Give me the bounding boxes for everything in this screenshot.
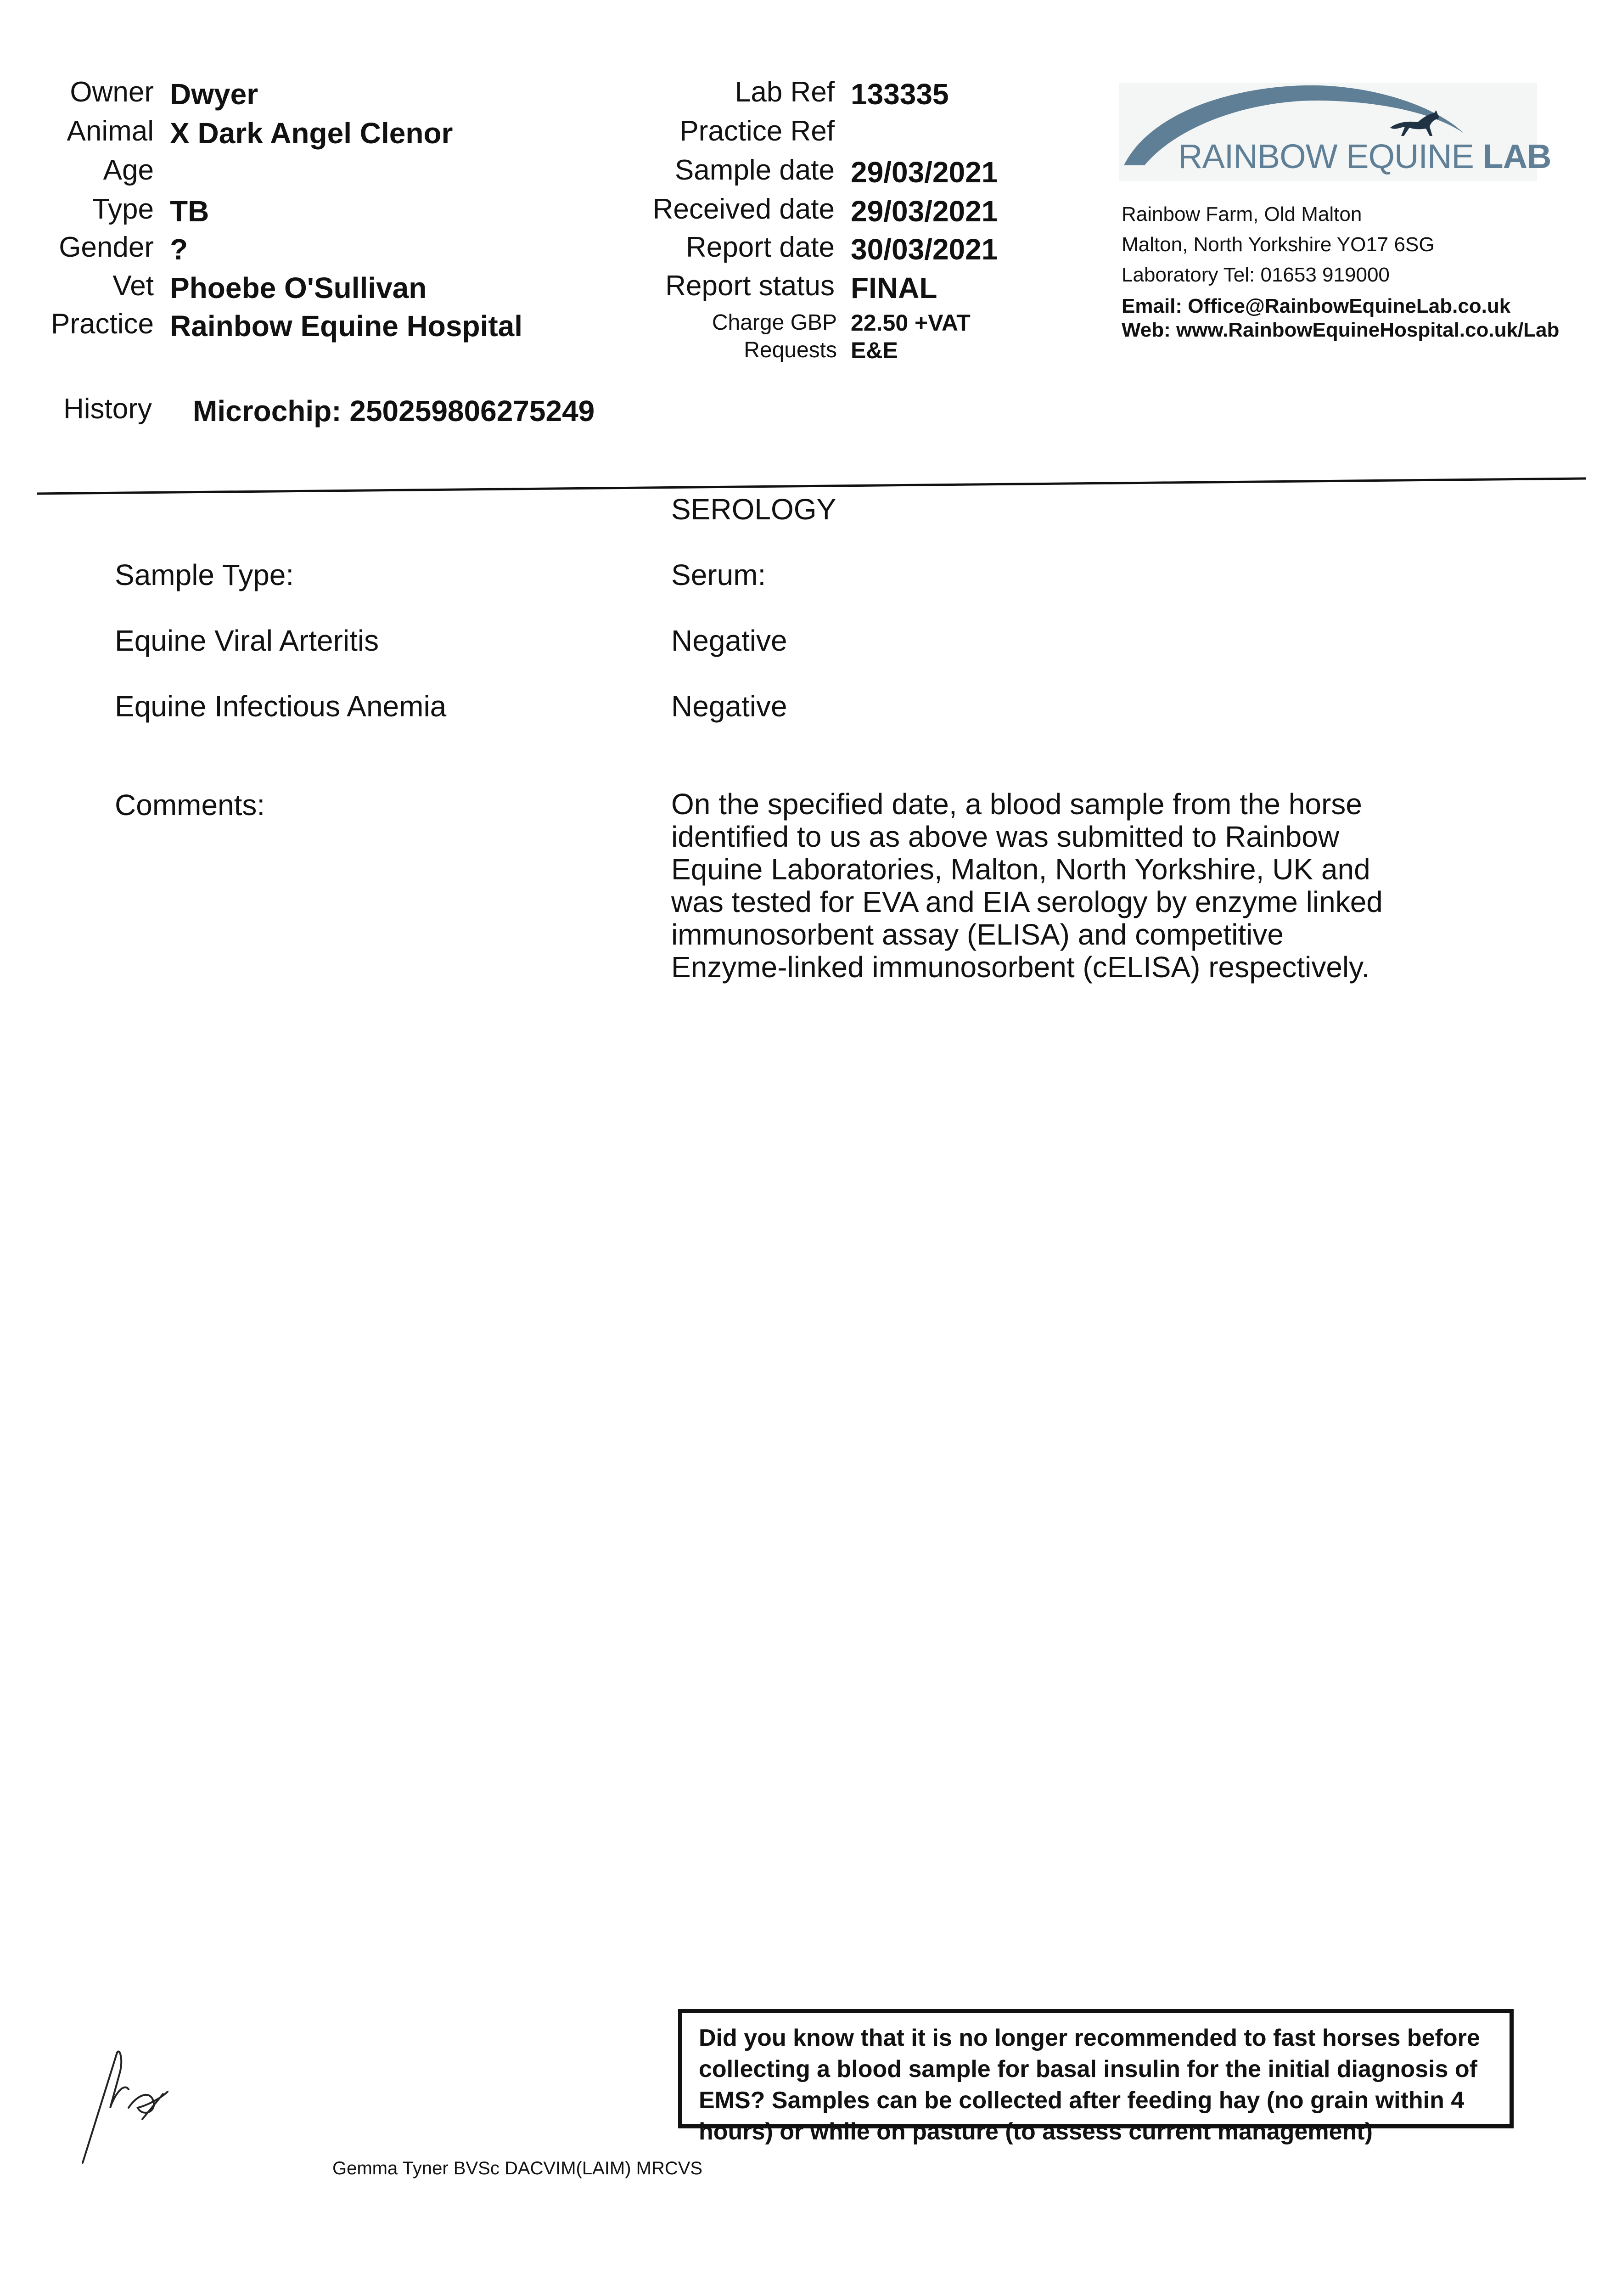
lab-email-link[interactable]: Email: Office@RainbowEquineLab.co.uk [1122, 295, 1511, 317]
rainbow-equine-lab-logo [1119, 83, 1551, 181]
sample-date-value: 29/03/2021 [851, 156, 998, 189]
comments-label: Comments: [115, 788, 265, 822]
comments-line: identified to us as above was submitted to Rainbow [671, 820, 1340, 853]
comments-line: immunosorbent assay (ELISA) and competitive [671, 918, 1284, 951]
result-label-eia: Equine Infectious Anemia [115, 690, 447, 723]
result-value-sample-type: Serum: [671, 558, 766, 591]
report-status-label: Report status [665, 270, 835, 302]
practice-value: Rainbow Equine Hospital [170, 310, 523, 343]
result-label-eva: Equine Viral Arteritis [115, 624, 379, 657]
report-status-value: FINAL [851, 271, 937, 304]
charge-label: Charge GBP [712, 310, 837, 335]
practice-label: Practice [51, 308, 154, 340]
age-label: Age [103, 154, 154, 186]
comments-line: was tested for EVA and EIA serology by enzyme linked [671, 885, 1383, 918]
sample-date-label: Sample date [674, 154, 835, 186]
lab-ref-value: 133335 [851, 78, 949, 111]
vet-label: Vet [112, 270, 154, 302]
vet-value: Phoebe O'Sullivan [170, 271, 427, 304]
practice-ref-label: Practice Ref [679, 115, 835, 147]
lab-address-line2: Malton, North Yorkshire YO17 6SG [1122, 233, 1435, 256]
logo-text-main: RAINBOW EQUINE [1178, 137, 1483, 175]
lab-website-link[interactable]: Web: www.RainbowEquineHospital.co.uk/Lab [1122, 319, 1560, 341]
gender-label: Gender [59, 231, 154, 263]
charge-value: 22.50 +VAT [851, 310, 971, 336]
logo-wordmark [1178, 137, 1551, 176]
comments-line: Enzyme-linked immunosorbent (cELISA) respectively. [671, 951, 1370, 984]
report-date-label: Report date [686, 231, 835, 263]
history-label: History [63, 393, 152, 425]
result-value-eia: Negative [671, 690, 787, 723]
type-label: Type [92, 193, 154, 225]
requests-label: Requests [744, 338, 837, 362]
received-date-label: Received date [652, 193, 835, 225]
animal-label: Animal [67, 115, 154, 147]
signature-image [73, 2039, 179, 2172]
animal-value: X Dark Angel Clenor [170, 117, 453, 150]
owner-label: Owner [70, 76, 154, 108]
report-date-value: 30/03/2021 [851, 233, 998, 266]
result-value-eva: Negative [671, 624, 787, 657]
logo-text-bold: LAB [1482, 137, 1551, 175]
owner-value: Dwyer [170, 78, 258, 111]
lab-ref-label: Lab Ref [735, 76, 835, 108]
type-value: TB [170, 195, 209, 228]
comments-line: On the specified date, a blood sample from the horse [671, 788, 1362, 821]
gender-value: ? [170, 233, 188, 266]
section-title: SEROLOGY [671, 493, 836, 526]
comments-text [671, 788, 1383, 984]
lab-telephone: Laboratory Tel: 01653 919000 [1122, 264, 1390, 286]
requests-value: E&E [851, 338, 898, 363]
fasting-notice-text: Did you know that it is no longer recommended to fast horses before collecting a blood sample for basal insulin for the initial diagnosis of EMS? Samples can be collected after feeding hay (no grain within 4 hours) or while on pasture (to assess current management) [699, 2025, 1480, 2145]
result-label-sample-type: Sample Type: [115, 558, 294, 591]
signatory-name: Gemma Tyner BVSc DACVIM(LAIM) MRCVS [332, 2158, 703, 2178]
history-value: Microchip: 250259806275249 [193, 394, 595, 428]
fasting-notice-box [678, 2009, 1514, 2145]
received-date-value: 29/03/2021 [851, 195, 998, 228]
lab-address-line1: Rainbow Farm, Old Malton [1122, 203, 1362, 225]
comments-line: Equine Laboratories, Malton, North Yorkshire, UK and [671, 853, 1370, 886]
